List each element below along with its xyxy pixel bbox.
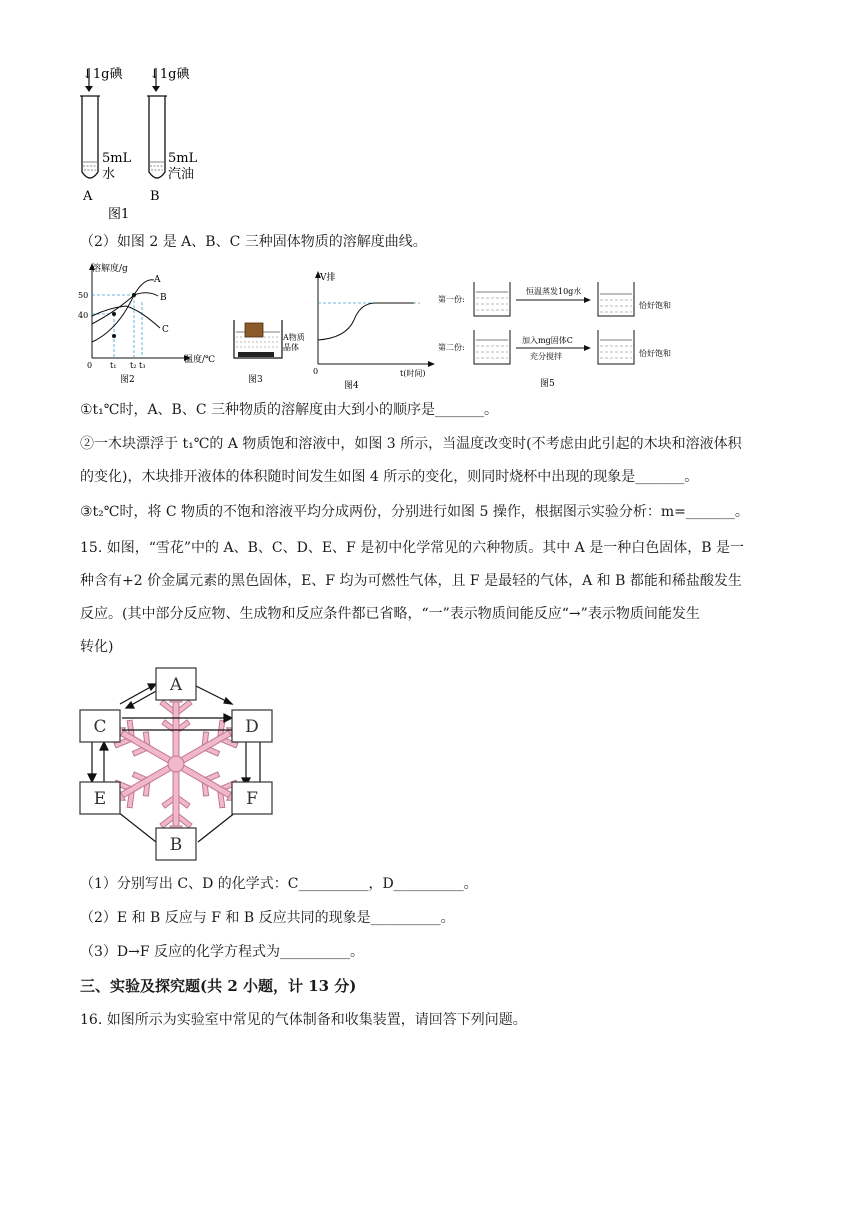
tube-a-top-label: ↓1g碘	[82, 67, 123, 82]
tube-b-top-label: ↓1g碘	[149, 67, 190, 82]
snowflake-icon	[106, 692, 247, 836]
tube-a-volume: 5mL	[102, 151, 132, 166]
fig2-tick-t2: t₂	[130, 361, 137, 370]
figure-5-caption: 图5	[540, 379, 555, 389]
curve-b	[92, 293, 158, 324]
question-14-2-1: ①t₁℃时，A、B、C 三种物质的溶解度由大到小的顺序是_______。	[80, 402, 499, 418]
question-14-2-3: ③t₂℃时，将 C 物质的不饱和溶液平均分成两份，分别进行如图 5 操作，根据图示实验分析：m=_______。	[80, 504, 749, 520]
test-tube-b	[147, 68, 167, 178]
fig5-beaker-1	[474, 282, 510, 316]
question-15-2: （2）E 和 B 反应与 F 和 B 反应共同的现象是__________。	[80, 910, 455, 926]
fig5-beaker-2	[598, 282, 634, 316]
fig5-row1-label: 第一份:	[438, 295, 465, 304]
fig2-tick-t1: t₁	[110, 361, 117, 370]
tube-b-solvent: 汽油	[168, 167, 195, 182]
tube-a-label: A	[83, 189, 93, 204]
fig5-row2-label: 第二份:	[438, 343, 465, 352]
question-14-2-2-line-b: 的变化)，木块排开液体的体积随时间发生如图 4 所示的变化，则同时烧杯中出现的现象是_______。	[80, 469, 699, 485]
question-15-line-d: 转化)	[80, 639, 114, 655]
figure-4	[310, 268, 440, 390]
fig2-tick-40: 40	[78, 311, 89, 320]
fig3-label-1: A物质	[283, 333, 305, 342]
fig2-x-label: 温度/℃	[184, 355, 216, 365]
fig4-origin: 0	[313, 367, 319, 376]
figure-1-caption: 图1	[108, 207, 130, 222]
curve-a	[92, 280, 154, 342]
node-c-label: C	[93, 717, 107, 737]
node-d-label: D	[245, 717, 259, 737]
section-3-heading: 三、实验及探究题(共 2 小题，计 13 分)	[80, 977, 357, 995]
figure-2-caption: 图2	[120, 375, 135, 385]
question-16: 16. 如图所示为实验室中常见的气体制备和收集装置，请回答下列问题。	[80, 1012, 527, 1028]
tube-a-solvent: 水	[102, 167, 116, 182]
fig4-y-label: V排	[320, 273, 336, 283]
figure-3-caption: 图3	[248, 375, 263, 385]
test-tube-a	[80, 68, 100, 178]
snowflake-diagram	[78, 666, 278, 862]
fig4-curve	[318, 303, 414, 340]
fig2-tick-50: 50	[78, 291, 89, 300]
question-14-2-2-line-a: ②一木块漂浮于 t₁℃的 A 物质饱和溶液中，如图 3 所示，当温度改变时(不考虑由此引起的木块和溶液体积	[80, 436, 742, 452]
fig5-row2-arrow-1: 加入mg固体C	[522, 336, 573, 345]
fig2-curve-b-label: B	[160, 293, 167, 303]
figure-3	[230, 310, 310, 390]
question-15-line-c: 反应。(其中部分反应物、生成物和反应条件都已省略，“一”表示物质间能反应“→”表示物质间能发生	[80, 606, 700, 622]
fig2-curve-a-label: A	[154, 275, 161, 285]
fig5-row1-arrow: 恒温蒸发10g水	[526, 287, 582, 296]
node-a-label: A	[169, 675, 183, 695]
tube-b-label: B	[150, 189, 160, 204]
figure-1	[78, 62, 218, 224]
fig2-tick-t3: t₃	[139, 361, 146, 370]
fig2-origin: 0	[87, 361, 93, 370]
fig5-row2-arrow-2: 充分搅拌	[530, 352, 562, 361]
fig3-label-2: 晶体	[283, 343, 299, 352]
fig4-x-label: t(时间)	[400, 369, 426, 378]
node-e-label: E	[93, 789, 107, 809]
figure-5	[436, 272, 686, 390]
question-15-line-b: 种含有+2 价金属元素的黑色固体，E、F 均为可燃性气体，且 F 是最轻的气体，A 和 B 都能和稀盐酸发生	[80, 573, 742, 589]
question-15-line-a: 15. 如图，“雪花”中的 A、B、C、D、E、F 是初中化学常见的六种物质。其中 A 是一种白色固体，B 是一	[80, 540, 744, 556]
fig5-row1-result: 恰好饱和	[639, 301, 671, 310]
fig5-beaker-3	[474, 330, 510, 364]
figure-2	[78, 260, 228, 390]
question-15-3: （3）D→F 反应的化学方程式为__________。	[80, 944, 365, 960]
fig2-curve-c-label: C	[162, 325, 169, 335]
wood-block	[245, 323, 263, 337]
fig5-beaker-4	[598, 330, 634, 364]
fig2-y-label: 溶解度/g	[92, 264, 128, 274]
node-f-label: F	[246, 789, 258, 809]
fig5-row2-result: 恰好饱和	[639, 349, 671, 358]
node-b-label: B	[169, 835, 183, 855]
question-14-2-intro: （2）如图 2 是 A、B、C 三种固体物质的溶解度曲线。	[80, 234, 427, 250]
question-15-1: （1）分别写出 C、D 的化学式：C__________，D__________。	[80, 876, 478, 892]
figure-4-caption: 图4	[344, 381, 359, 390]
tube-b-volume: 5mL	[168, 151, 198, 166]
